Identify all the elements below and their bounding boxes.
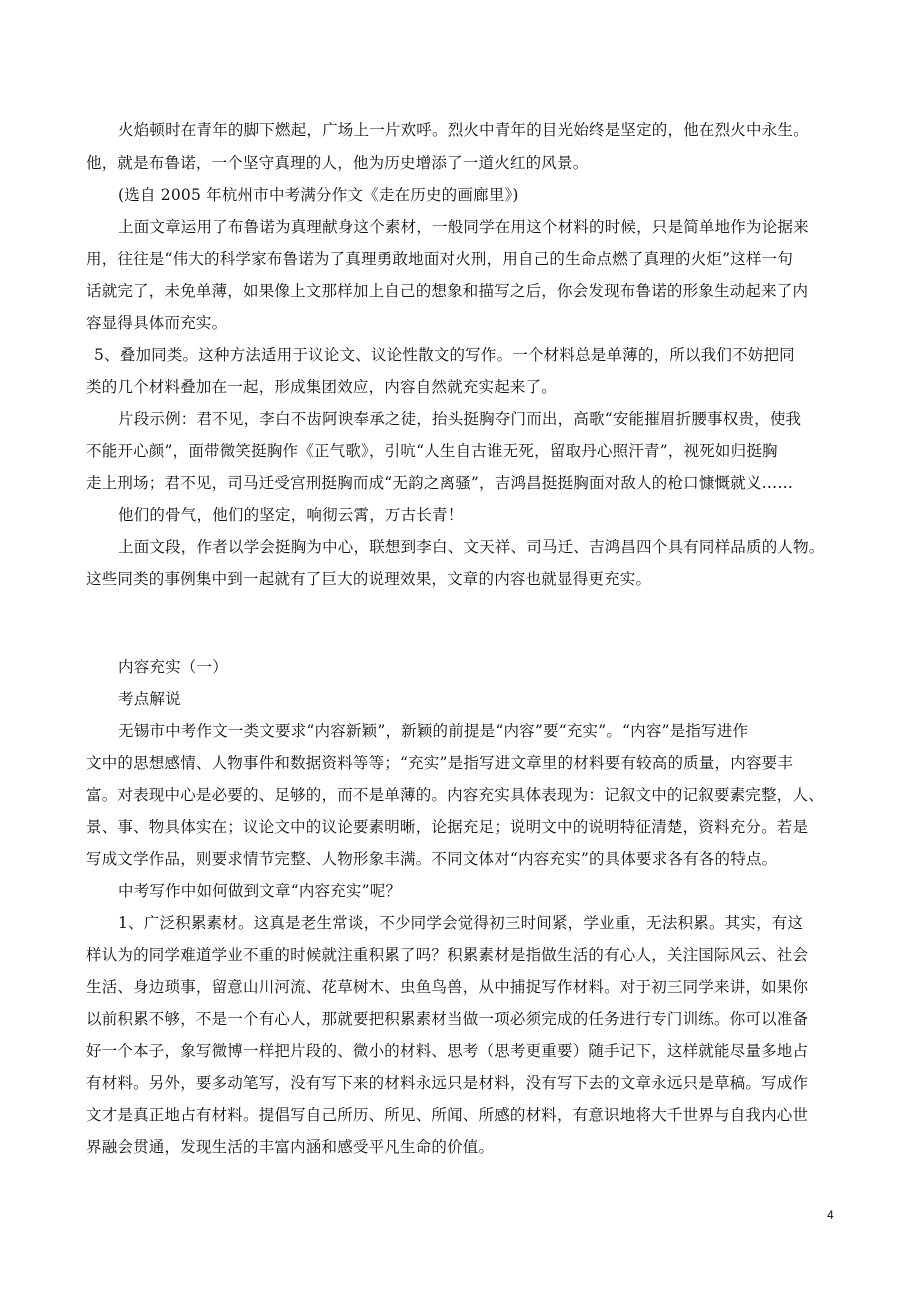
text-line: 写成文学作品，则要求情节完整、人物形象丰满。不同文体对“内容充实”的具体要求各有各的特点。: [86, 850, 778, 868]
source-citation: (选自 2005 年杭州市中考满分作文《走在历史的画廊里》): [118, 186, 519, 204]
text-line: 富。对表现中心是必要的、足够的，而不是单薄的。内容充实具体表现为：记叙文中的记叙要素完整，人、: [86, 786, 824, 804]
text-line: 文才是真正地占有材料。提倡写自己所历、所见、所闻、所感的材料，有意识地将大千世界与自我内心世: [86, 1106, 809, 1124]
text-line: 他，就是布鲁诺，一个坚守真理的人，他为历史增添了一道火红的风景。: [86, 154, 589, 172]
text-line: 不能开心颜”，面带微笑挺胸作《正气歌》，引吭“人生自古谁无死，留取丹心照汗青”，视死如归挺胸: [86, 442, 778, 460]
text-line: 样认为的同学难道学业不重的时候就注重积累了吗？积累素材是指做生活的有心人，关注国际风云、社会: [86, 946, 809, 964]
text-line: 中考写作中如何做到文章“内容充实”呢？: [118, 882, 402, 900]
text-line: 片段示例：君不见，李白不齿阿谀奉承之徒，抬头挺胸夺门而出，高歌“安能摧眉折腰事权贵，使我: [118, 410, 802, 428]
text-line: 1、广泛积累素材。这真是老生常谈，不少同学会觉得初三时间紧，学业重，无法积累。其实，有这: [118, 914, 804, 932]
text-line: 以前积累不够，不是一个有心人，那就要把积累素材当做一项必须完成的任务进行专门训练。你可以准备: [86, 1010, 809, 1028]
text-line: 话就完了，未免单薄，如果像上文那样加上自己的想象和描写之后，你会发现布鲁诺的形象生动起来了内: [86, 282, 809, 300]
section-subtitle: 考点解说: [118, 690, 181, 708]
text-line: 容显得具体而充实。: [86, 314, 228, 332]
text-line: 这些同类的事例集中到一起就有了巨大的说理效果，文章的内容也就显得更充实。: [86, 570, 652, 588]
text-line: 用，往往是“伟大的科学家布鲁诺为了真理勇敢地面对火刑，用自己的生命点燃了真理的火炬”这样一句: [86, 250, 794, 268]
text-line: 上面文段，作者以学会挺胸为中心，联想到李白、文天祥、司马迁、吉鸿昌四个具有同样品质的人物。: [118, 538, 825, 556]
text-line: 生活、身边琐事，留意山川河流、花草树木、虫鱼鸟兽，从中捕捉写作材料。对于初三同学来讲，如果你: [86, 978, 809, 996]
text-line: 他们的骨气，他们的坚定，响彻云霄，万古长青！: [118, 506, 464, 524]
text-line: 好一个本子，象写微博一样把片段的、微小的材料、思考（思考更重要）随手记下，这样就能尽量多地占: [86, 1042, 809, 1060]
page-number: 4: [827, 1208, 834, 1222]
text-line: 类的几个材料叠加在一起，形成集团效应，内容自然就充实起来了。: [86, 378, 558, 396]
text-line: 上面文章运用了布鲁诺为真理献身这个素材，一般同学在用这个材料的时候，只是简单地作为论据来: [118, 218, 809, 236]
text-line: 火焰顿时在青年的脚下燃起，广场上一片欢呼。烈火中青年的目光始终是坚定的，他在烈火中永生。: [118, 121, 809, 139]
text-line: 无锡市中考作文一类文要求“内容新颖”，新颖的前提是“内容”要“充实”。“内容”是指写进作: [118, 722, 749, 740]
text-line: 有材料。另外，要多动笔写，没有写下来的材料永远只是材料，没有写下去的文章永远只是草稿。写成作: [86, 1074, 809, 1092]
text-line: 景、事、物具体实在；议论文中的议论要素明晰，论据充足；说明文中的说明特征清楚，资料充分。若是: [86, 818, 809, 836]
text-line: 界融会贯通，发现生活的丰富内涵和感受平凡生命的价值。: [86, 1138, 495, 1156]
text-line: 5、叠加同类。这种方法适用于议论文、议论性散文的写作。一个材料总是单薄的，所以我们不妨把同: [94, 346, 795, 364]
text-line: 走上刑场；君不见，司马迁受宫刑挺胸而成“无韵之离骚”，吉鸿昌挺挺胸面对敌人的枪口慷慨就义……: [86, 474, 794, 492]
text-line: 文中的思想感情、人物事件和数据资料等等；“充实”是指写进文章里的材料要有较高的质量，内容要丰: [86, 754, 794, 772]
section-title: 内容充实（一）: [118, 658, 228, 676]
